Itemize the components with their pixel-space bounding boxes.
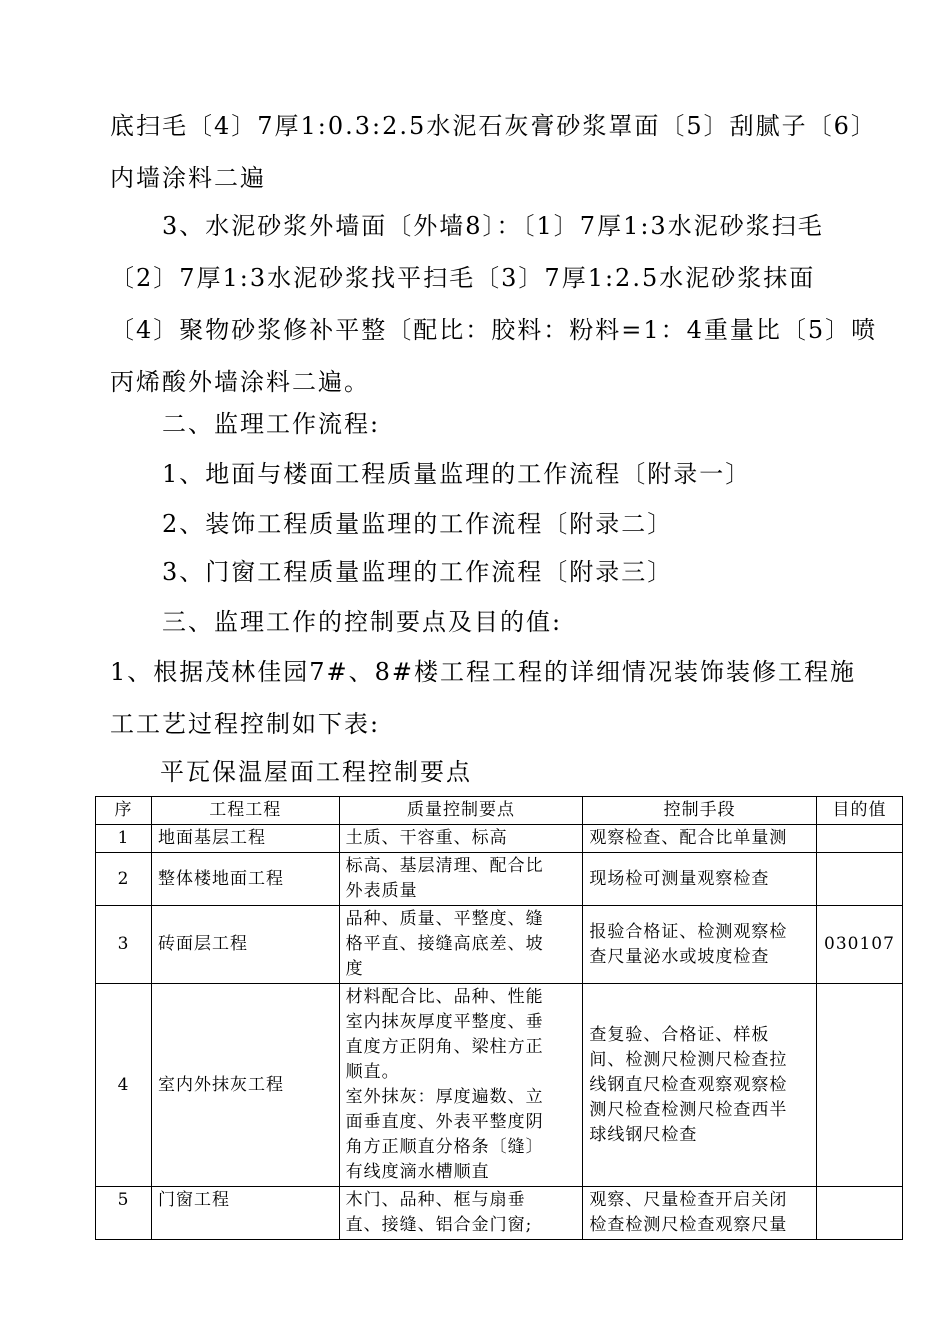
- list-item-workflow-3: [110, 546, 870, 598]
- list-item-workflow-2: [110, 498, 870, 550]
- cell-seq: 3: [96, 906, 152, 984]
- text-line: 内墙涂料二遍: [110, 164, 266, 192]
- cell-project: 室内外抹灰工程: [151, 984, 339, 1187]
- cell-project: 砖面层工程: [151, 906, 339, 984]
- list-item-workflow-1: [110, 448, 870, 500]
- paragraph-plaster-spec: [110, 100, 877, 204]
- cell-target-value: [816, 825, 902, 853]
- cell-target-value: [816, 984, 902, 1187]
- cell-control-means: 报验合格证、检测观察检 查尺量泌水或坡度检查: [583, 906, 817, 984]
- cell-seq: 5: [96, 1187, 152, 1240]
- text-line: 3、水泥砂浆外墙面〔外墙8〕：〔1〕7厚1:3水泥砂浆扫毛: [110, 212, 824, 240]
- table-row: [96, 906, 903, 984]
- cell-quality-points: 品种、质量、平整度、缝 格平直、接缝高底差、坡 度: [339, 906, 583, 984]
- cell-target-value: [816, 853, 902, 906]
- paragraph-exterior-wall: [110, 200, 878, 408]
- text-line: 3、门窗工程质量监理的工作流程〔附录三〕: [110, 558, 674, 586]
- table-header-row: [96, 797, 903, 825]
- cell-quality-points: 土质、干容重、标高: [339, 825, 583, 853]
- text-line: 丙烯酸外墙涂料二遍。: [110, 368, 370, 396]
- table-title: 平瓦保温屋面工程控制要点: [160, 758, 472, 786]
- table-row: [96, 825, 903, 853]
- table-row: [96, 853, 903, 906]
- header-seq: 序: [96, 797, 152, 825]
- table-row: [96, 1187, 903, 1240]
- control-points-table: [95, 796, 903, 1240]
- heading-workflow: [110, 398, 870, 450]
- cell-seq: 2: [96, 853, 152, 906]
- cell-seq: 1: [96, 825, 152, 853]
- cell-quality-points: 木门、品种、框与扇垂 直、接缝、铝合金门窗;: [339, 1187, 583, 1240]
- text-line: 二、监理工作流程:: [110, 410, 381, 438]
- text-line: 2、装饰工程质量监理的工作流程〔附录二〕: [110, 510, 674, 538]
- cell-target-value: [816, 1187, 902, 1240]
- text-line: 1、根据茂林佳园7#、8#楼工程工程的详细情况装饰装修工程施: [110, 658, 857, 686]
- cell-control-means: 现场检可测量观察检查: [583, 853, 817, 906]
- heading-control-points: [110, 596, 870, 648]
- text-line: 三、监理工作的控制要点及目的值:: [110, 608, 563, 636]
- cell-project: 地面基层工程: [151, 825, 339, 853]
- cell-target-value: 030107: [816, 906, 902, 984]
- paragraph-process-control: [110, 646, 870, 750]
- text-line: 〔2〕7厚1:3水泥砂浆找平扫毛〔3〕7厚1:2.5水泥砂浆抹面: [110, 264, 816, 292]
- cell-control-means: 观察、尺量检查开启关闭 检查检测尺检查观察尺量: [583, 1187, 817, 1240]
- header-quality-points: 质量控制要点: [339, 797, 583, 825]
- header-project: 工程工程: [151, 797, 339, 825]
- header-control-means: 控制手段: [583, 797, 817, 825]
- cell-seq: 4: [96, 984, 152, 1187]
- text-line: 1、地面与楼面工程质量监理的工作流程〔附录一〕: [110, 460, 752, 488]
- cell-project: 整体楼地面工程: [151, 853, 339, 906]
- cell-project: 门窗工程: [151, 1187, 339, 1240]
- cell-control-means: 查复验、合格证、样板 间、检测尺检测尺检查拉 线钢直尺检查观察观察检 测尺检查检测尺检查西半 球线钢尺检查: [583, 984, 817, 1187]
- text-line: 工工艺过程控制如下表:: [110, 710, 381, 738]
- cell-quality-points: 材料配合比、品种、性能 室内抹灰厚度平整度、垂 直度方正阴角、梁柱方正 顺直。 室外抹灰：厚度遍数、立 面垂直度、外表平整度阴 角方正顺直分格条〔缝〕 有线度滴水槽顺直: [339, 984, 583, 1187]
- text-line: 〔4〕聚物砂浆修补平整〔配比：胶料：粉料=1：4重量比〔5〕喷: [110, 316, 878, 344]
- cell-quality-points: 标高、基层清理、配合比 外表质量: [339, 853, 583, 906]
- text-line: 底扫毛〔4〕7厚1:0.3:2.5水泥石灰膏砂浆罩面〔5〕刮腻子〔6〕: [110, 112, 877, 140]
- header-target-value: 目的值: [816, 797, 902, 825]
- table-row: [96, 984, 903, 1187]
- cell-control-means: 观察检查、配合比单量测: [583, 825, 817, 853]
